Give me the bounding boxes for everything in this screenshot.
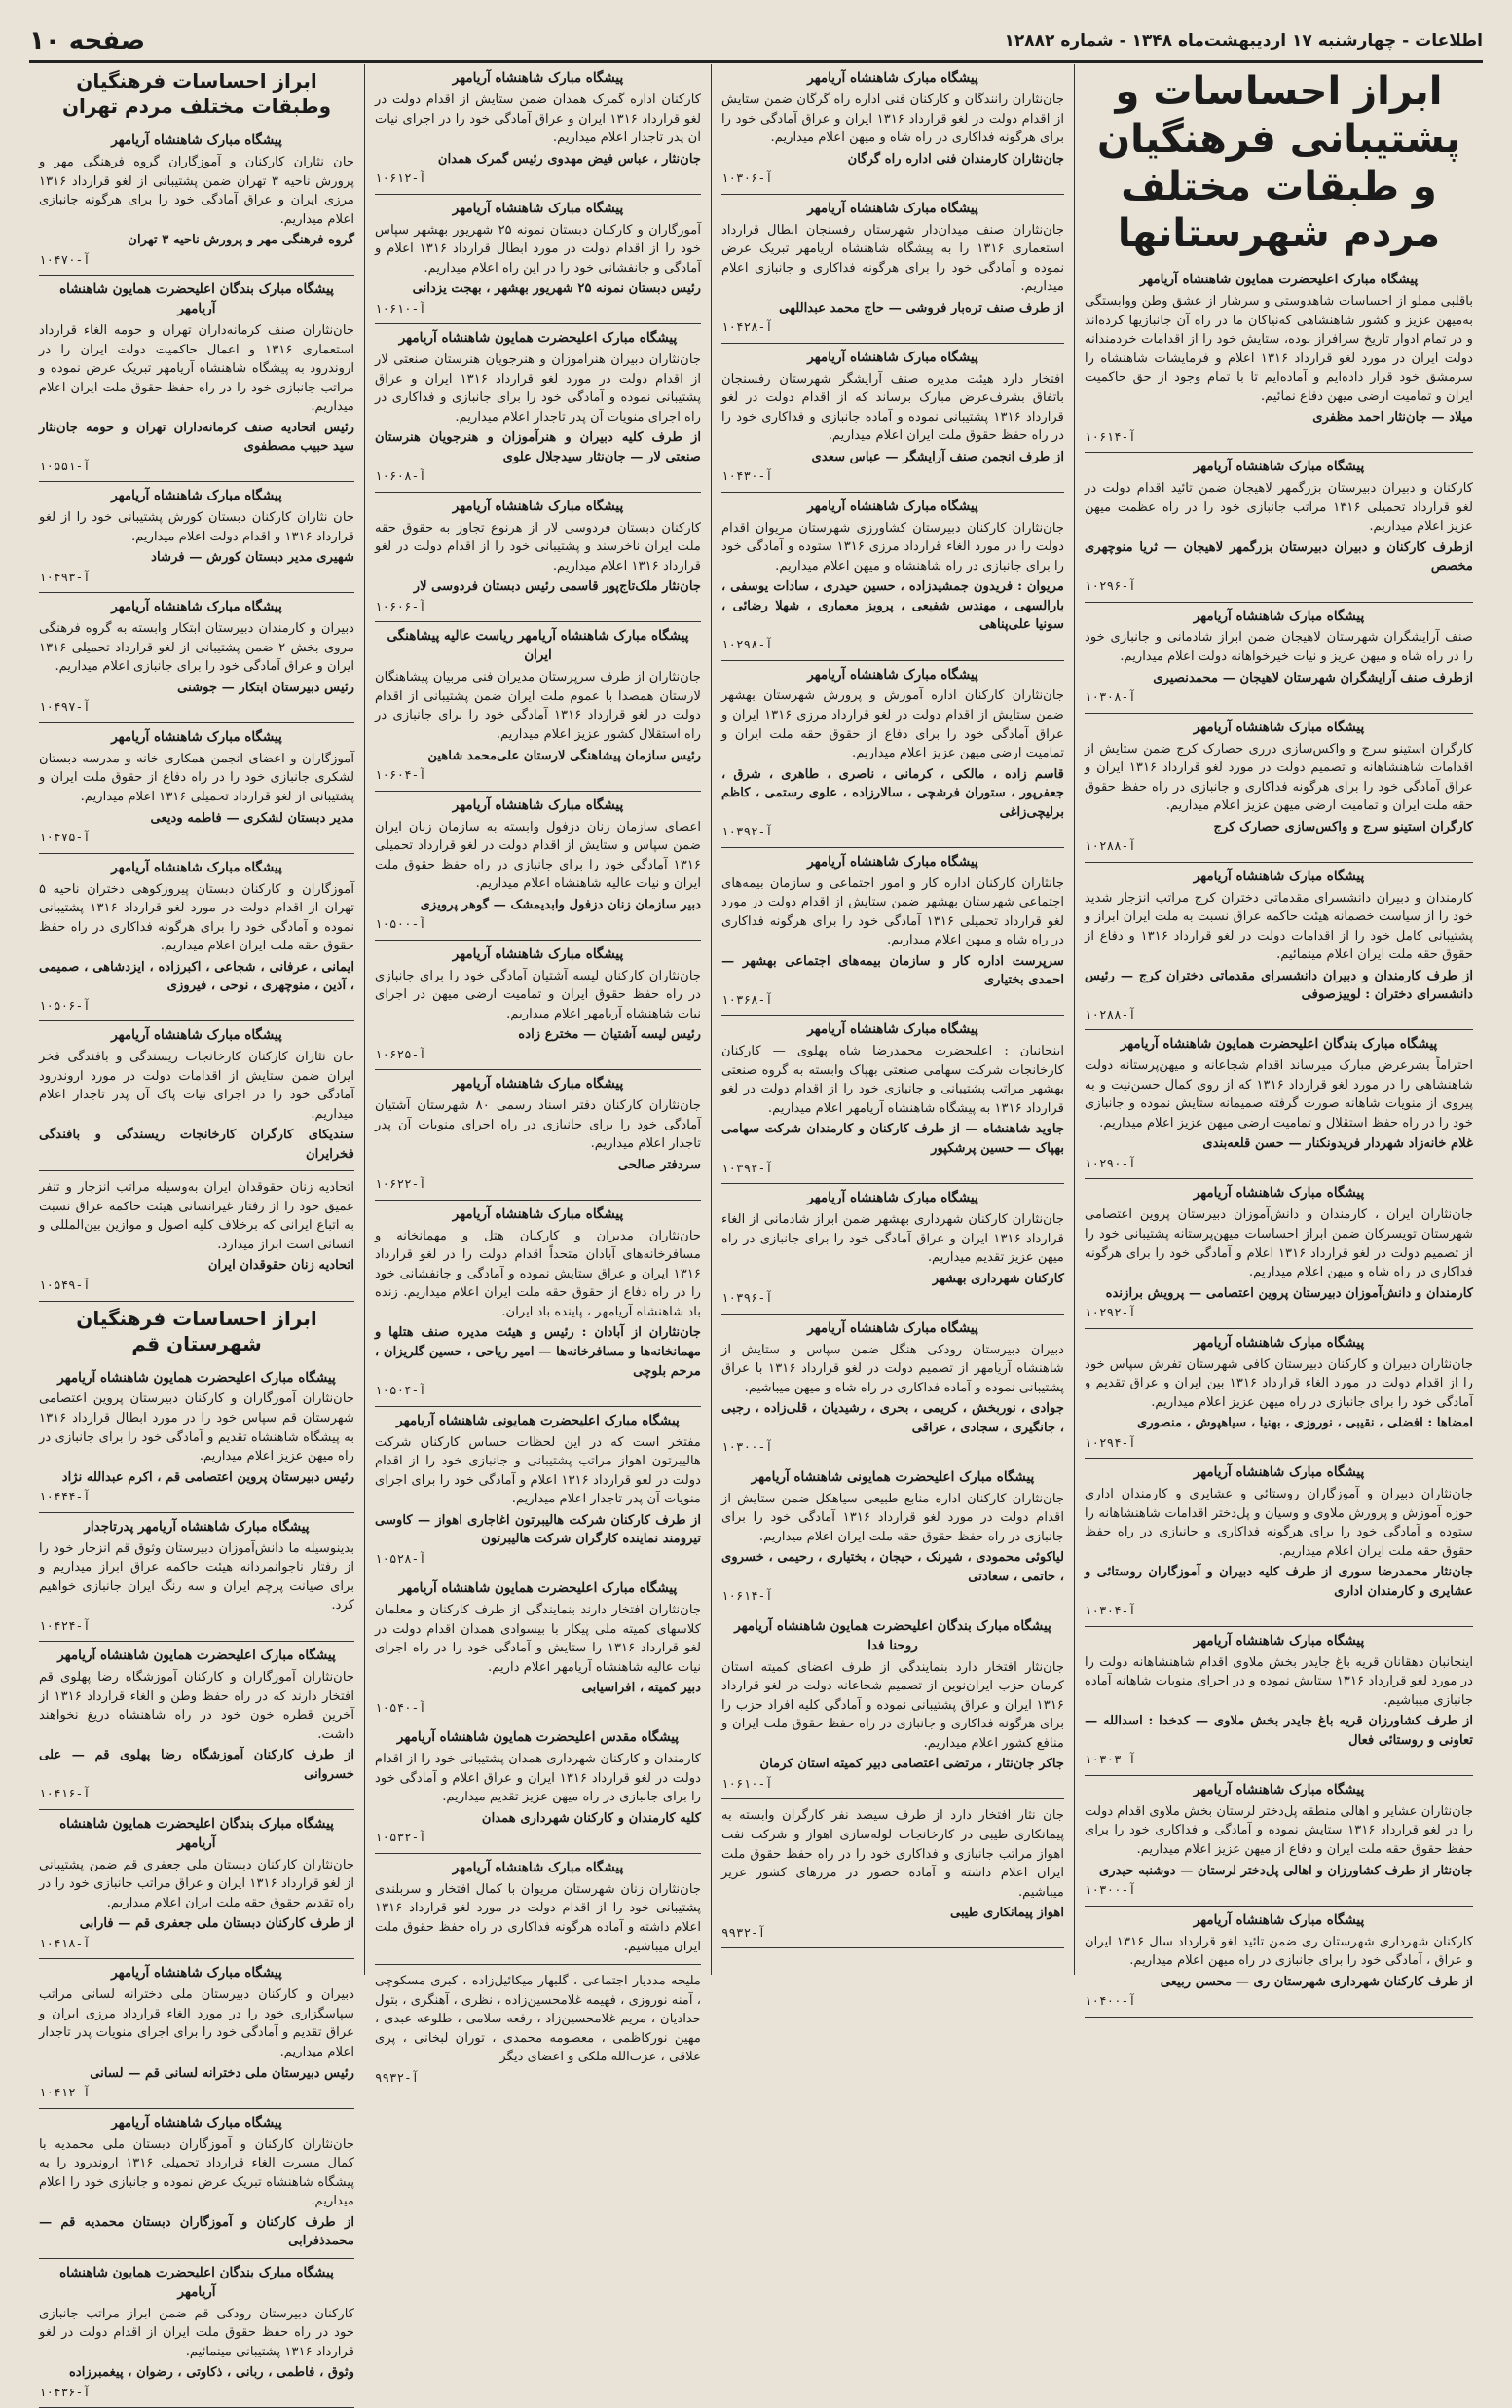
message-code: آ-۱۰۴۳۰ [721, 467, 1064, 486]
message-code: آ-۱۰۶۰۶ [375, 598, 701, 616]
message-block [1085, 1030, 1473, 1179]
message-title: پیشگاه مبارک شاهنشاه آریامهر [1085, 1781, 1473, 1800]
message-signature: جان‌نثاران کارمندان فنی اداره راه گرگان [721, 150, 1064, 169]
message-title: پیشگاه مبارک بندگان اعلیحضرت همایون شاهنشاه آریامهر [39, 280, 354, 319]
message-code: آ-۱۰۶۱۲ [375, 169, 701, 188]
message-code: آ-۱۰۴۷۰ [39, 251, 354, 270]
column-4 [1074, 64, 1483, 1975]
message-body: جان‌نثاران دبیران و کارکنان دبیرستان کافی شهرستان تفرش سپاس خود را از اقدام دولت در مورد الغاء قرارداد ۱۳۱۶ بین ایران و عراق تقدیم و آمادگی خود را برای جانبازی در راه میهن عزیز اعلام میداریم. [1085, 1355, 1473, 1413]
message-body: ملیحه مددیار اجتماعی ، گلبهار میکائیل‌زاده ، کبری مسکوچی ، آمنه نوروزی ، فهیمه غلامحسین‌زاده ، نظری ، آهنگری ، بتول حدادیان ، مریم غلامحسین‌زاد ، رفعه سلامی ، طلوعه عبدی ، مهین نورکاظمی ، معصومه محمدی ، توران لبخانی ، پری علاقی ، عزت‌الله ملکی و اعضای دیگر [375, 1972, 701, 2067]
message-code: آ-۱۰۶۱۰ [375, 300, 701, 318]
message-title: پیشگاه مبارک شاهنشاه آریامهر [721, 498, 1064, 517]
message-body: جان‌نثاران عشایر و اهالی منطقه پل‌دختر لرستان بخش ملاوی اقدام دولت را در لغو قرارداد ۱۳۱۶ ستایش نموده و آمادگی و فداکاری خود را برای حفظ حقوق حقه ملت ایران و دفاع از میهن عزیز اعلام میداریم. [1085, 1802, 1473, 1860]
message-block [39, 1364, 354, 1513]
message-signature: دبیر سازمان زنان دزفول وابدیمشک — گوهر پرویزی [375, 896, 701, 915]
message-title: پیشگاه مبارک شاهنشاه آریامهر [375, 945, 701, 965]
message-title: پیشگاه مبارک شاهنشاه آریامهر [1085, 1463, 1473, 1483]
message-signature: ایمانی ، عرفانی ، شجاعی ، اکبرزاده ، ایزدشاهی ، صمیمی ، آذین ، منوچهری ، نوحی ، فیروزی [39, 958, 354, 996]
message-code: آ-۱۰۳۹۴ [721, 1160, 1064, 1178]
message-code: آ-۱۰۵۵۱ [39, 458, 354, 476]
message-title: پیشگاه مبارک شاهنشاه آریامهر [375, 1205, 701, 1225]
message-title: پیشگاه مبارک اعلیحضرت همایون شاهنشاه آریامهر [375, 329, 701, 349]
message-block [39, 593, 354, 723]
message-code: آ-۱۰۴۰۰ [1085, 1992, 1473, 2011]
message-block [39, 1810, 354, 1960]
message-code: آ-۱۰۴۷۵ [39, 829, 354, 847]
message-body: دبیران و کارکنان دبیرستان ملی دخترانه لسانی مراتب سپاسگزاری خود را در مورد الغاء قرارداد مرزی ایران و عراق تقدیم و آمادگی خود را برای اجرای منویات پدر تاجدار اعلام میداریم. [39, 1985, 354, 2061]
message-signature: ازطرف کارکنان و دبیران دبیرستان بزرگمهر لاهیجان — ثریا منوچهری مخصص [1085, 538, 1473, 576]
message-block [721, 661, 1064, 848]
message-block [1085, 1329, 1473, 1460]
message-title: پیشگاه مبارک شاهنشاه آریامهر [721, 666, 1064, 685]
message-code: آ-۱۰۳۰۳ [1085, 1751, 1473, 1769]
message-block [39, 2259, 354, 2408]
message-signature: رئیس اتحادیه صنف کرمانه‌داران تهران و حومه جان‌نثار سید حبیب مصطفوی [39, 419, 354, 457]
columns [29, 64, 1483, 1975]
message-block [39, 1171, 354, 1301]
message-block [375, 622, 701, 791]
message-title: پیشگاه مبارک اعلیحضرت همایونی شاهنشاه آریامهر [375, 1412, 701, 1431]
message-signature: ازطرف صنف آرایشگران شهرستان لاهیجان — محمدنصیری [1085, 669, 1473, 688]
message-signature: جان‌نثار ، عباس فیض مهدوی رئیس گمرک همدان [375, 150, 701, 169]
message-block [721, 1184, 1064, 1315]
message-body: جان‌نثاران صنف کرمانه‌داران تهران و حومه الغاء قرارداد استعماری ۱۳۱۶ و اعمال حاکمیت دولت ایران را در اروندرود به پیشگاه شاهنشاه آریامهر تبریک عرض نموده و مراتب جانبازی خود را در راه حفظ حقوق ملت ایران اعلام میداریم. [39, 321, 354, 417]
message-title: پیشگاه مبارک شاهنشاه آریامهر [39, 1026, 354, 1046]
message-signature: گروه فرهنگی مهر و پرورش ناحیه ۳ تهران [39, 231, 354, 250]
message-title: پیشگاه مبارک شاهنشاه آریامهر [39, 859, 354, 878]
message-block [375, 64, 701, 195]
message-signature: رئیس لیسه آشتیان — مخترع زاده [375, 1025, 701, 1045]
message-code: آ-۱۰۳۰۰ [1085, 1881, 1473, 1900]
message-code: آ-۱۰۲۹۶ [1085, 577, 1473, 596]
message-title: پیشگاه مبارک شاهنشاه آریامهر [721, 1319, 1064, 1339]
message-title: پیشگاه مبارک شاهنشاه آریامهر پدرتاجدار [39, 1518, 354, 1537]
message-block [1085, 603, 1473, 714]
message-title: پیشگاه مبارک اعلیحضرت همایون شاهنشاه آریامهر [1085, 271, 1473, 290]
message-code: آ-۱۰۶۱۰ [721, 1775, 1064, 1794]
message-title: پیشگاه مبارک شاهنشاه آریامهر [721, 69, 1064, 89]
message-body: جان‌نثاران کارکنان و آموزگاران دبستان ملی محمدیه با کمال مسرت الغاء قرارداد تحمیلی ۱۳۱۶ اروندرود را به پیشگاه شاهنشاه تبریک عرض نموده و جانبازی خود را اعلام میداریم. [39, 2135, 354, 2211]
message-code: آ-۱۰۳۹۲ [721, 823, 1064, 841]
message-body: کارکنان دبیرستان رودکی قم ضمن ابراز مراتب جانبازی خود در راه حفظ حقوق ملت ایران از اقدام دولت در لغو قرارداد ۱۳۱۶ پشتیبانی مینمائیم. [39, 2305, 354, 2362]
message-block [1085, 1776, 1473, 1907]
message-signature: جان‌نثاران از آبادان : رئیس و هیئت مدیره صنف هتلها و مهمانخانه‌ها و مسافرخانه‌ها — امیر ریاحی ، حسین گلریزان ، مرحم بلوچی [375, 1323, 701, 1381]
message-block [1085, 863, 1473, 1031]
message-block [375, 1965, 701, 2093]
message-title: پیشگاه مبارک شاهنشاه آریامهر [375, 200, 701, 219]
message-block [39, 276, 354, 482]
message-block [39, 1642, 354, 1810]
message-title: پیشگاه مبارک بندگان اعلیحضرت همایون شاهنشاه آریامهر [39, 1815, 354, 1854]
message-title: پیشگاه مبارک شاهنشاه آریامهر [1085, 719, 1473, 738]
message-block [39, 1513, 354, 1643]
message-body: جان‌نثار افتخار دارد بنمایندگی از طرف اعضای کمیته استان کرمان حزب ایران‌نوین از تصمیم شجاعانه دولت در لغو قرارداد ۱۳۱۶ ایران و عراق پشتیبانی نموده و آمادگی کلیه افراد حزب را برای هرگونه فداکاری و جانبازی در راه حفظ حقوق ملت ایران و منافع کشور اعلام میداریم. [721, 1658, 1064, 1754]
message-signature: کارگران استینو سرج و واکس‌سازی حصارک کرج [1085, 818, 1473, 837]
message-code: آ-۱۰۵۳۲ [375, 1829, 701, 1847]
message-title: پیشگاه مبارک اعلیحضرت همایونی شاهنشاه آریامهر [721, 1468, 1064, 1488]
message-code: آ-۱۰۵۰۴ [375, 1382, 701, 1400]
message-signature: وثوق ، فاطمی ، ربانی ، ذکاوتی ، رضوان ، پیغمبرزاده [39, 2363, 354, 2383]
message-block [1085, 1627, 1473, 1776]
message-signature: غلام خانه‌زاد شهردار فریدونکنار — حسن قلعه‌بندی [1085, 1134, 1473, 1154]
message-block [39, 1959, 354, 2108]
message-signature: رئیس دبستان نمونه ۲۵ شهریور بهشهر ، بهجت یزدانی [375, 279, 701, 299]
message-block [721, 64, 1064, 195]
message-title: پیشگاه مبارک اعلیحضرت همایون شاهنشاه آریامهر [39, 1369, 354, 1389]
message-body: کارکنان شهرداری شهرستان ری ضمن تائید لغو قرارداد سال ۱۳۱۶ ایران و عراق ، آمادگی خود را برای جانبازی در راه میهن اعلام میداریم. [1085, 1933, 1473, 1971]
message-title: پیشگاه مبارک شاهنشاه آریامهر ریاست عالیه پیشاهنگی ایران [375, 627, 701, 666]
message-code: آ-۱۰۴۴۴ [39, 1488, 354, 1506]
message-body: جان‌نثاران کارکنان دفتر اسناد رسمی ۸۰ شهرستان آشتیان آمادگی خود را برای جانبازی در راه اجرای منویات آن پدر تاجدار اعلام میداریم. [375, 1096, 701, 1154]
message-code: آ-۱۰۲۸۸ [1085, 1006, 1473, 1024]
message-body: جان نثاران کارکنان دبستان کورش پشتیبانی خود را از لغو قرارداد ۱۳۱۶ و اقدام دولت اعلام میداریم. [39, 508, 354, 546]
page-number: صفحه ۱۰ [29, 26, 145, 56]
message-title: پیشگاه مبارک بندگان اعلیحضرت همایون شاهنشاه آریامهر [39, 2264, 354, 2303]
message-signature: کلیه کارمندان و کارکنان شهرداری همدان [375, 1809, 701, 1829]
message-title: پیشگاه مبارک شاهنشاه آریامهر [375, 498, 701, 517]
message-title: پیشگاه مبارک بندگان اعلیحضرت همایون شاهنشاه آریامهر روحنا فدا [721, 1617, 1064, 1656]
message-block [721, 1016, 1064, 1184]
message-body: باقلبی مملو از احساسات شاهدوستی و سرشار از عشق وطن ووابستگی به‌میهن عزیز و کشور شاهنشاهی که‌نیاکان ما در راه آن جانبازیها کرده‌اند و در تمام ادوار تاریخ سرافراز بوده، ستایش خود را از اقدامات خردمندانه دولت ایران در مورد لغو قرارداد ۱۳۱۶ اعلام و فرمایشات شاهنشاه را سرمشق خود قرار داده‌ایم و آماده‌ایم تا با تمام وجود از حق حاکمیت ایران و تمامیت ارضی میهن دفاع نمائیم. [1085, 292, 1473, 406]
message-code: آ-۱۰۶۱۴ [1085, 428, 1473, 447]
message-block [1085, 1179, 1473, 1328]
message-block [39, 2109, 354, 2259]
message-block [721, 848, 1064, 1017]
message-code: آ-۱۰۲۹۲ [1085, 1304, 1473, 1322]
message-code: آ-۱۰۴۹۳ [39, 569, 354, 587]
column-2 [364, 64, 711, 1975]
message-block [375, 941, 701, 1071]
message-signature: کارکنان شهرداری بهشهر [721, 1270, 1064, 1289]
message-signature: جان‌نثار محمدرضا سوری از طرف کلیه دبیران و آموزگاران روستائی و عشایری و کارمندان اداری [1085, 1563, 1473, 1601]
message-body: جان‌نثاران آموزگاران و کارکنان آموزشگاه رضا پهلوی قم افتخار دارند که در راه حفظ وطن و الغاء قرارداد ۱۳۱۶ از آخرین قطره خون خود در راه شاهنشاه دریغ نخواهند داشت. [39, 1668, 354, 1744]
message-body: کارگران استینو سرج و واکس‌سازی درری حصارک کرج ضمن ستایش از اقدامات شاهنشاهانه و تصمیم دولت در مورد لغو قرارداد ۱۳۱۶ ایران و عراق آمادگی خود را برای هرگونه فداکاری و جانبازی در راه حفظ حقوق حقه ملت ایران و تمامیت ارضی میهن عزیز اعلام میداریم. [1085, 740, 1473, 816]
message-body: کارکنان و دبیران دبیرستان بزرگمهر لاهیجان ضمن تائید اقدام دولت در لغو قرارداد تحمیلی ۱۳۱۶ مراتب جانبازی خود را در راه عظمت میهن عزیز اعلام میداریم. [1085, 479, 1473, 537]
message-signature: جاوید شاهنشاه — از طرف کارکنان و کارمندان شرکت سهامی بهپاک — حسین پرشکپور [721, 1120, 1064, 1158]
message-block [39, 482, 354, 593]
message-block [721, 493, 1064, 661]
message-block [39, 854, 354, 1022]
message-code: آ-۱۰۳۹۶ [721, 1289, 1064, 1308]
message-block [375, 1407, 701, 1575]
message-body: جان‌نثاران کارکنان اداره منابع طبیعی سیاهکل ضمن ستایش از اقدام دولت در مورد لغو قرارداد ۱۳۱۶ آمادگی خود را برای جانبازی در راه حفظ حقوق حقه ملت ایران اعلام میداریم. [721, 1490, 1064, 1547]
message-body: جانثاران کارکنان اداره کار و امور اجتماعی و سازمان بیمه‌های اجتماعی شهرستان بهشهر ضمن ستایش از اقدام دولت در مورد لغو قرارداد تحمیلی ۱۳۱۶ آمادگی خود را برای هرگونه فداکاری در راه شاه و میهن اعلام میداریم. [721, 874, 1064, 950]
message-block [721, 344, 1064, 493]
message-body: جان‌نثاران کارکنان لیسه آشتیان آمادگی خود را برای جانبازی در راه حفظ حقوق ایران و تمامیت ارضی میهن در اجرای نیات شاهنشاه آریامهر اعلام میداریم. [375, 967, 701, 1024]
message-signature: رئیس دبیرستان ابتکار — جوشنی [39, 679, 354, 698]
message-title: پیشگاه مبارک بندگان اعلیحضرت همایون شاهنشاه آریامهر [1085, 1035, 1473, 1055]
message-title: پیشگاه مقدس اعلیحضرت همایون شاهنشاه آریامهر [375, 1728, 701, 1748]
message-block [375, 792, 701, 941]
message-block [721, 1799, 1064, 1948]
message-title: پیشگاه مبارک شاهنشاه آریامهر [39, 728, 354, 748]
message-block [721, 1612, 1064, 1800]
message-code: آ-۱۰۴۱۲ [39, 2084, 354, 2102]
message-title: پیشگاه مبارک شاهنشاه آریامهر [1085, 458, 1473, 477]
column-4-messages [1085, 266, 1473, 2017]
message-signature: لیاکوئی محمودی ، شیرنک ، حیجان ، بختیاری ، رحیمی ، خسروی ، حاتمی ، سعادتی [721, 1548, 1064, 1586]
message-signature: از طرف کشاورزان قریه باغ جایدر بخش ملاوی — کدخدا : اسدالله — تعاونی و روستائی فعال [1085, 1712, 1473, 1750]
message-signature: جان‌نثار ملک‌تاج‌پور قاسمی رئیس دبستان فردوسی لار [375, 577, 701, 597]
message-signature: جان‌نثار از طرف کشاورزان و اهالی پل‌دختر لرستان — دوشنبه حیدری [1085, 1862, 1473, 1881]
message-code: آ-۱۰۶۲۲ [375, 1175, 701, 1194]
message-block [721, 1315, 1064, 1463]
message-code: آ-۱۰۳۶۸ [721, 991, 1064, 1010]
message-title: پیشگاه مبارک شاهنشاه آریامهر [721, 853, 1064, 872]
message-code: آ-۱۰۵۰۰ [375, 915, 701, 934]
message-title: پیشگاه مبارک شاهنشاه آریامهر [39, 2114, 354, 2133]
message-code: آ-۱۰۵۰۶ [39, 997, 354, 1016]
message-body: جان‌نثاران کارکنان شهرداری بهشهر ضمن ابراز شادمانی از الغاء قرارداد ۱۳۱۶ ایران و عراق آمادگی خود را برای جانبازی در راه میهن عزیز تقدیم میداریم. [721, 1210, 1064, 1268]
column-1 [29, 64, 364, 1975]
message-signature: از طرف کارکنان دبستان ملی جعفری قم — فارابی [39, 1914, 354, 1934]
message-body: اینجانبان دهقانان قریه باغ جایدر بخش ملاوی اقدام شاهنشاهانه دولت را در مورد لغو قرارداد ۱۳۱۶ ستایش نموده و در اجرای منویات شاهانه آماده جانبازی میباشیم. [1085, 1653, 1473, 1711]
message-title: پیشگاه مبارک اعلیحضرت همایون شاهنشاه آریامهر [39, 1647, 354, 1666]
message-signature: از طرف کلیه دبیران و هنرآموزان و هنرجویان هنرستان صنعتی لار — جان‌نثار سیدجلال علوی [375, 428, 701, 466]
message-block [375, 1574, 701, 1723]
message-body: دبیران و کارمندان دبیرستان ابتکار وابسته به گروه فرهنگی مروی بخش ۲ ضمن پشتیبانی از لغو قرارداد تحمیلی ۱۳۱۶ ایران و عراق آمادگی خود را برای جانبازی اعلام میداریم. [39, 619, 354, 677]
message-code: آ-۱۰۶۰۸ [375, 467, 701, 486]
message-code: آ-۱۰۵۴۰ [375, 1699, 701, 1718]
message-code: آ-۱۰۴۲۴ [39, 1617, 354, 1636]
message-code: آ-۱۰۳۰۴ [1085, 1602, 1473, 1620]
message-title: پیشگاه مبارک شاهنشاه آریامهر [375, 796, 701, 816]
message-code: آ-۱۰۲۸۸ [1085, 837, 1473, 856]
message-signature: از طرف انجمن صنف آرایشگر — عباس سعدی [721, 448, 1064, 467]
message-body: اتحادیه زنان حقوقدان ایران به‌وسیله مراتب انزجار و تنفر عمیق خود را از رفتار غیرانسانی هیئت حاکمه عراق نسبت به اتباع ایرانی که برخلاف کلیه اصول و موازین بین‌المللی و انسانی است ابراز میدارد. [39, 1178, 354, 1254]
message-signature: شهیری مدیر دبستان کورش — فرشاد [39, 548, 354, 568]
message-body: جان‌نثاران صنف میدان‌دار شهرستان رفسنجان ابطال قرارداد استعماری ۱۳۱۶ را به پیشگاه شاهنشاه آریامهر تبریک عرض نموده و آمادگی خود را برای هرگونه فداکاری و جانبازی اعلام میداریم. [721, 221, 1064, 297]
message-block [375, 493, 701, 623]
message-title: پیشگاه مبارک شاهنشاه آریامهر [375, 1859, 701, 1878]
message-signature: مریوان : فریدون جمشیدزاده ، حسین حیدری ، سادات یوسفی ، بارالسهی ، مهندس شفیعی ، پرویز معماری ، شهلا رضائی ، سونیا علی‌پناهی [721, 577, 1064, 635]
message-title: پیشگاه مبارک شاهنشاه آریامهر [721, 200, 1064, 219]
message-title: پیشگاه مبارک شاهنشاه آریامهر [1085, 1632, 1473, 1651]
message-code: آ-۱۰۴۳۶ [39, 2384, 354, 2402]
message-body: جان‌نثاران دبیران و آموزگاران روستائی و عشایری و کارمندان اداری حوزه آموزش و پرورش ملاوی و وسیان و پل‌دختر اقدامات شاهنشاهانه را ستوده و آمادگی خود را برای هرگونه فداکاری و جانبازی در راه حفظ حقوق حقه ملت ایران اعلام میداریم. [1085, 1485, 1473, 1561]
message-title: پیشگاه مبارک شاهنشاه آریامهر [39, 1964, 354, 1983]
masthead [29, 21, 1483, 63]
message-title: پیشگاه مبارک شاهنشاه آریامهر [39, 598, 354, 617]
issue-info: اطلاعات - چهارشنبه ۱۷ اردیبهشت‌ماه ۱۳۴۸ - شماره ۱۲۸۸۲ [1005, 31, 1483, 51]
message-title: پیشگاه مبارک شاهنشاه آریامهر [39, 131, 354, 151]
message-body: جان‌نثاران افتخار دارند بنمایندگی از طرف کارکنان و معلمان کلاسهای کمیته ملی پیکار با بیسوادی همدان اقدام دولت در لغو قرارداد ۱۳۱۶ را ستایش و آمادگی خود را در راه اجرای نیات عالیه شاهنشاه آریامهر اعلام داریم. [375, 1601, 701, 1677]
message-title: پیشگاه مبارک شاهنشاه آریامهر [375, 69, 701, 89]
message-block [39, 1021, 354, 1171]
message-code: آ-۹۹۳۲ [375, 2069, 701, 2088]
message-body: جان نثاران کارکنان و آموزگاران گروه فرهنگی مهر و پرورش ناحیه ۳ تهران ضمن پشتیبانی از لغو قرارداد ۱۳۱۶ مرزی ایران و عراق آمادگی خود را برای هرگونه جانبازی اعلام میداریم. [39, 153, 354, 229]
message-signature: رئیس دبیرستان پروین اعتصامی قم ، اکرم عبدالله نژاد [39, 1468, 354, 1488]
message-signature: سرپرست اداره کار و سازمان بیمه‌های اجتماعی بهشهر — احمدی بختیاری [721, 952, 1064, 990]
message-code: آ-۱۰۴۱۸ [39, 1935, 354, 1953]
message-body: جان نثار افتخار دارد از طرف سیصد نفر کارگران وابسته به پیمانکاری طیبی در کارخانجات لوله‌سازی اهواز و شرکت نفت اهواز مراتب جانبازی و فداکاری خود را در راه حفظ حقوق ملت ایران اعلام داشته و آماده حضور در مرزهای کشور عزیز میباشیم. [721, 1806, 1064, 1902]
message-signature: از طرف کارکنان و آموزگاران دبستان محمدیه قم — محمدذفرابی [39, 2213, 354, 2251]
message-block [375, 1723, 701, 1854]
message-body: احتراماً بشرعرض مبارک میرساند اقدام شجاعانه و میهن‌پرستانه دولت شاهنشاهی را در مورد لغو قرارداد ۱۳۱۶ که از روی کمال حسن‌نیت و به پیروی از منویات شاهانه صورت گرفته صمیمانه ستایش نموده و جانبازی خود را در راه حفظ استقلال و تمامیت ارضی میهن عزیز اعلام میداریم. [1085, 1056, 1473, 1132]
column-3-messages [721, 64, 1064, 1948]
message-title: پیشگاه مبارک شاهنشاه آریامهر [1085, 1911, 1473, 1931]
message-block [375, 1854, 701, 1965]
message-signature: امضاها : افضلی ، نقیبی ، نوروزی ، بهنیا ، سیاهپوش ، منصوری [1085, 1414, 1473, 1433]
message-code: آ-۱۰۲۹۴ [1085, 1434, 1473, 1453]
message-body: جان‌نثاران از طرف سرپرستان مدیران فنی مربیان پیشاهنگان لارستان همصدا با عموم ملت ایران ضمن پشتیبانی از اقدام دولت در لغو قرارداد ۱۳۱۶ آمادگی خود را برای جانبازی در راه استقلال کشور عزیز اعلام میداریم. [375, 668, 701, 744]
message-title: پیشگاه مبارک شاهنشاه آریامهر [1085, 868, 1473, 887]
message-code: آ-۱۰۶۱۴ [721, 1587, 1064, 1606]
message-title: پیشگاه مبارک شاهنشاه آریامهر [721, 1020, 1064, 1040]
message-code: آ-۱۰۴۱۶ [39, 1785, 354, 1803]
message-code: آ-۱۰۳۰۰ [721, 1438, 1064, 1457]
message-title: پیشگاه مبارک شاهنشاه آریامهر [721, 1189, 1064, 1208]
message-block [721, 195, 1064, 344]
message-title: پیشگاه مبارک شاهنشاه آریامهر [721, 349, 1064, 368]
message-signature: مدیر دبستان لشکری — فاطمه ودیعی [39, 809, 354, 829]
message-signature: از طرف کارکنان شرکت هالیبرتون اغاجاری اهواز — کاوسی تیرومند نماینده کارگران شرکت هالیبرتون [375, 1511, 701, 1549]
message-title: پیشگاه مبارک شاهنشاه آریامهر [375, 1075, 701, 1094]
message-title: پیشگاه مبارک شاهنشاه آریامهر [1085, 608, 1473, 627]
message-code: آ-۱۰۶۲۵ [375, 1046, 701, 1064]
message-body: جان‌نثاران ایران ، کارمندان و دانش‌آموزان دبیرستان پروین اعتصامی شهرستان تویسرکان ضمن ابراز احساسات میهن‌پرستانه پشتیبانی خود را از تصمیم دولت در لغو قرارداد ۱۳۱۶ اعلام و آمادگی خود را برای هرگونه فداکاری در راه شاه و میهن اعلام میداریم. [1085, 1205, 1473, 1281]
message-block [721, 1463, 1064, 1612]
message-code: آ-۱۰۴۲۸ [721, 318, 1064, 337]
message-signature: جوادی ، نوربخش ، کریمی ، بحری ، رشیدیان ، قلی‌زاده ، رجبی ، جانگیری ، سجادی ، عراقی [721, 1399, 1064, 1437]
message-code: آ-۱۰۵۲۸ [375, 1550, 701, 1569]
message-signature: سردفتر صالحی [375, 1156, 701, 1175]
message-signature: دبیر کمیته ، افراسیابی [375, 1679, 701, 1698]
message-title: پیشگاه مبارک اعلیحضرت همایون شاهنشاه آریامهر [375, 1579, 701, 1599]
message-code: آ-۱۰۲۹۰ [1085, 1155, 1473, 1173]
message-title: پیشگاه مبارک شاهنشاه آریامهر [1085, 1334, 1473, 1353]
message-body: اینجانبان : اعلیحضرت محمدرضا شاه پهلوی — کارکنان کارخانجات شرکت سهامی صنعتی بهپاک وابسته به گروه صنعتی بهشهر مراتب پشتیبانی و جانبازی خود را از اقدام دولت در لغو قرارداد ۱۳۱۶ به پیشگاه شاهنشاه آریامهر اعلام میداریم. [721, 1042, 1064, 1118]
message-block [375, 1201, 701, 1407]
message-body: مفتخر است که در این لحظات حساس کارکنان شرکت هالیبرتون اهواز مراتب پشتیبانی و جانبازی خود را از اقدام دولت در لغو قرارداد ۱۳۱۶ اعلام و آمادگی خود را برای اجرای منویات آن پدر تاجدار اعلام میداریم. [375, 1433, 701, 1509]
message-title: پیشگاه مبارک شاهنشاه آریامهر [1085, 1184, 1473, 1204]
message-block [1085, 453, 1473, 602]
message-block [39, 127, 354, 276]
qom-headline: ابراز احساسات فرهنگیان شهرستان قم [39, 1306, 354, 1356]
message-body: آموزگاران و اعضای انجمن همکاری خانه و مدرسه دبستان لشکری جانبازی خود را در راه دفاع از حقوق ملت ایران و پشتیبانی از لغو قرارداد تحمیلی ۱۳۱۶ اعلام میداریم. [39, 750, 354, 807]
message-body: جان‌نثاران کارکنان اداره آموزش و پرورش شهرستان بهشهر ضمن ستایش از اقدام دولت در لغو قرارداد مرزی ۱۳۱۶ ایران و عراق آمادگی خود را برای دفاع از حقوق حقه ملت ایران و تمامیت ارضی میهن عزیز اعلام میداریم. [721, 686, 1064, 762]
message-body: آموزگاران و کارکنان دبستان پیروزکوهی دختران ناحیه ۵ تهران از اقدام دولت در مورد لغو قرارداد ۱۳۱۶ پشتیبانی نموده و آمادگی خود را برای هرگونه فداکاری در راه حفظ حقوق حقه ملت ایران اعلام میداریم. [39, 880, 354, 956]
message-signature: از طرف صنف تره‌بار فروشی — حاج محمد عبداللهی [721, 299, 1064, 318]
qom-messages [39, 1364, 354, 2408]
message-body: جان‌نثاران مدیران و کارکنان هتل و مهمانخانه و مسافرخانه‌های آبادان متحداً اقدام دولت را در لغو قرارداد ۱۳۱۶ ایران و عراق ستایش نموده و آمادگی و جانفشانی خود را در راه دفاع از حقوق حقه ملت ایران اعلام میداریم. زنده باد شاهنشاه آریامهر ، پاینده باد ایران. [375, 1227, 701, 1322]
message-code: آ-۹۹۳۲ [721, 1924, 1064, 1943]
message-body: جان‌نثاران رانندگان و کارکنان فنی اداره راه گرگان ضمن ستایش از اقدام دولت در لغو قرارداد ۱۳۱۶ ایران و عراق آمادگی خود را برای هرگونه فداکاری در راه شاه و میهن اعلام میداریم. [721, 91, 1064, 148]
column-3 [711, 64, 1074, 1975]
message-block [375, 324, 701, 493]
message-signature: رئیس دبیرستان ملی دخترانه لسانی قم — لسانی [39, 2064, 354, 2084]
message-body: کارمندان و کارکنان شهرداری همدان پشتیبانی خود را از اقدام دولت در لغو قرارداد ۱۳۱۶ ایران و عراق اعلام و آمادگی خود را برای جانبازی در راه میهن عزیز تقدیم میداریم. [375, 1750, 701, 1807]
tehran-headline: ابراز احساسات فرهنگیان وطبقات مختلف مردم تهران [39, 68, 354, 119]
message-signature: جاکر جان‌نثار ، مرتضی اعتصامی دبیر کمیته استان کرمان [721, 1755, 1064, 1774]
column-2-messages [375, 64, 701, 2093]
message-body: جان‌نثاران کارکنان دبیرستان کشاورزی شهرستان مریوان اقدام دولت را در مورد الغاء قرارداد مرزی ۱۳۱۶ ستوده و آمادگی خود را برای جانبازی در راه شاهنشاه و میهن اعلام میداریم. [721, 519, 1064, 576]
message-code: آ-۱۰۶۰۴ [375, 766, 701, 785]
message-signature: قاسم زاده ، مالکی ، کرمانی ، ناصری ، طاهری ، شرق ، جعفرپور ، ستوران فرشچی ، سالارزاده ، علوی رستمی ، کاظم برلیچی‌زاغی [721, 765, 1064, 823]
main-headline: ابراز احساسات و پشتیبانی فرهنگیان و طبقات مختلف مردم شهرستانها [1085, 68, 1473, 258]
message-signature: از طرف کارکنان آموزشگاه رضا پهلوی قم — علی خسروانی [39, 1746, 354, 1784]
message-body: آموزگاران و کارکنان دبستان نمونه ۲۵ شهریور بهشهر سپاس خود را از اقدام دولت در مورد ابطال قرارداد ۱۳۱۶ اعلام و آمادگی و جانفشانی خود را در این راه اعلام میداریم. [375, 221, 701, 278]
message-body: صنف آرایشگران شهرستان لاهیجان ضمن ابراز شادمانی و جانبازی خود را در راه شاه و میهن عزیز و نیات خیرخواهانه دولت اعلام میداریم. [1085, 628, 1473, 666]
message-body: کارکنان دبستان فردوسی لار از هرنوع تجاوز به حقوق حقه ملت ایران ناخرسند و پشتیبانی خود را از اقدام دولت در لغو قرارداد ۱۳۱۶ اعلام میداریم. [375, 519, 701, 576]
message-code: آ-۱۰۳۰۶ [721, 169, 1064, 188]
message-block [39, 723, 354, 854]
message-signature: سندیکای کارگران کارخانجات ریسندگی و بافندگی فخرایران [39, 1126, 354, 1164]
message-block [1085, 266, 1473, 453]
message-code: آ-۱۰۳۰۸ [1085, 688, 1473, 707]
message-body: کارمندان و دبیران دانشسرای مقدماتی دختران کرج مراتب انزجار شدید خود را از سیاست خصمانه هیئت حاکمه عراق نسبت به ملت ایران ابراز و پشتیبانی کامل خود را از اقدامات دولت در لغو قرارداد ۱۳۱۶ و دفاع از حقوق حقه ملت ایران اعلام مینمائیم. [1085, 889, 1473, 965]
message-body: جان‌نثاران زنان شهرستان مریوان با کمال افتخار و سربلندی پشتیبانی خود را از اقدام دولت در مورد لغو قرارداد ۱۳۱۶ اعلام داشته و آماده هرگونه فداکاری در راه حفظ حقوق ملت ایران میباشیم. [375, 1880, 701, 1956]
message-signature: اهواز پیمانکاری طیبی [721, 1904, 1064, 1923]
message-body: جان نثاران کارکنان کارخانجات ریسندگی و بافندگی فخر ایران ضمن ستایش از اقدامات دولت در مورد اروندرود آمادگی خود را در اجرای نیات پاک آن پدر تاجدار اعلام میداریم. [39, 1048, 354, 1124]
message-body: جان‌نثاران آموزگاران و کارکنان دبیرستان پروین اعتصامی شهرستان قم سپاس خود را در مورد ابطال قرارداد ۱۳۱۶ به پیشگاه شاهنشاه تقدیم و آمادگی خود را برای جانبازی در راه میهن عزیز اعلام میداریم. [39, 1389, 354, 1465]
message-body: افتخار دارد هیئت مدیره صنف آرایشگر شهرستان رفسنجان باتفاق بشرف‌عرض مبارک برساند که از اقدام دولت در لغو قرارداد ۱۳۱۶ پشتیبانی نموده و آماده جانبازی و فداکاری خود را در راه حفظ حقوق ملت ایران اعلام میداریم. [721, 370, 1064, 446]
tehran-messages [39, 127, 354, 1302]
message-signature: رئیس سازمان پیشاهنگی لارستان علی‌محمد شاهین [375, 747, 701, 766]
message-code: آ-۱۰۵۴۹ [39, 1277, 354, 1295]
message-signature: اتحادیه زنان حقوقدان ایران [39, 1256, 354, 1276]
message-signature: کارمندان و دانش‌آموزان دبیرستان پروین اعتصامی — پرویش برازنده [1085, 1284, 1473, 1304]
message-body: اعضای سازمان زنان دزفول وابسته به سازمان زنان ایران ضمن سپاس و ستایش از اقدام دولت در لغو قرارداد تحمیلی ۱۳۱۶ آمادگی خود را برای جانبازی در راه حفظ حقوق ملت ایران و نیات عالیه شاهنشاه اعلام میداریم. [375, 818, 701, 894]
message-body: بدینوسیله ما دانش‌آموزان دبیرستان وثوق قم انزجار خود را از رفتار ناجوانمردانه هیئت حاکمه عراق ابراز میداریم و برای صیانت پرچم ایران و سه رنگ ایران جانبازی خواهیم کرد. [39, 1539, 354, 1615]
message-signature: از طرف کارکنان شهرداری شهرستان ری — محسن ربیعی [1085, 1973, 1473, 1992]
message-block [375, 195, 701, 325]
message-block [1085, 714, 1473, 863]
message-block [1085, 1907, 1473, 2018]
message-code: آ-۱۰۴۹۷ [39, 698, 354, 717]
message-body: دبیران دبیرستان رودکی هنگل ضمن سپاس و ستایش از شاهنشاه آریامهر از تصمیم دولت در لغو قرارداد ۱۳۱۶ با عراق پشتیبانی نموده و آماده فداکاری در راه شاه و میهن میباشیم. [721, 1341, 1064, 1398]
message-body: جان‌نثاران کارکنان دبستان ملی جعفری قم ضمن پشتیبانی از لغو قرارداد ۱۳۱۶ ایران و عراق مراتب جانبازی خود را در راه تقدیم حقوق حقه ملت ایران اعلام میداریم. [39, 1856, 354, 1913]
message-body: جان‌نثاران دبیران هنرآموزان و هنرجویان هنرستان صنعتی لار از اقدام دولت در مورد لغو قرارداد ۱۳۱۶ ایران و عراق پشتیبانی نموده و آمادگی خود را برای جانبازی و فداکاری در راه اجرای منویات آن پدر تاجدار اعلام میداریم. [375, 351, 701, 426]
message-signature: از طرف کارمندان و دبیران دانشسرای مقدماتی دختران کرج — رئیس دانشسرای دختران : لوییزصوفی [1085, 967, 1473, 1005]
message-code: آ-۱۰۲۹۸ [721, 636, 1064, 654]
message-block [1085, 1459, 1473, 1627]
message-body: کارکنان اداره گمرک همدان ضمن ستایش از اقدام دولت در لغو قرارداد ۱۳۱۶ ایران و عراق آمادگی خود را در اجرای نیات آن پدر تاجدار اعلام میداریم. [375, 91, 701, 148]
message-title: پیشگاه مبارک شاهنشاه آریامهر [39, 487, 354, 506]
message-block [375, 1070, 701, 1201]
message-signature: میلاد — جان‌نثار احمد مظفری [1085, 408, 1473, 427]
